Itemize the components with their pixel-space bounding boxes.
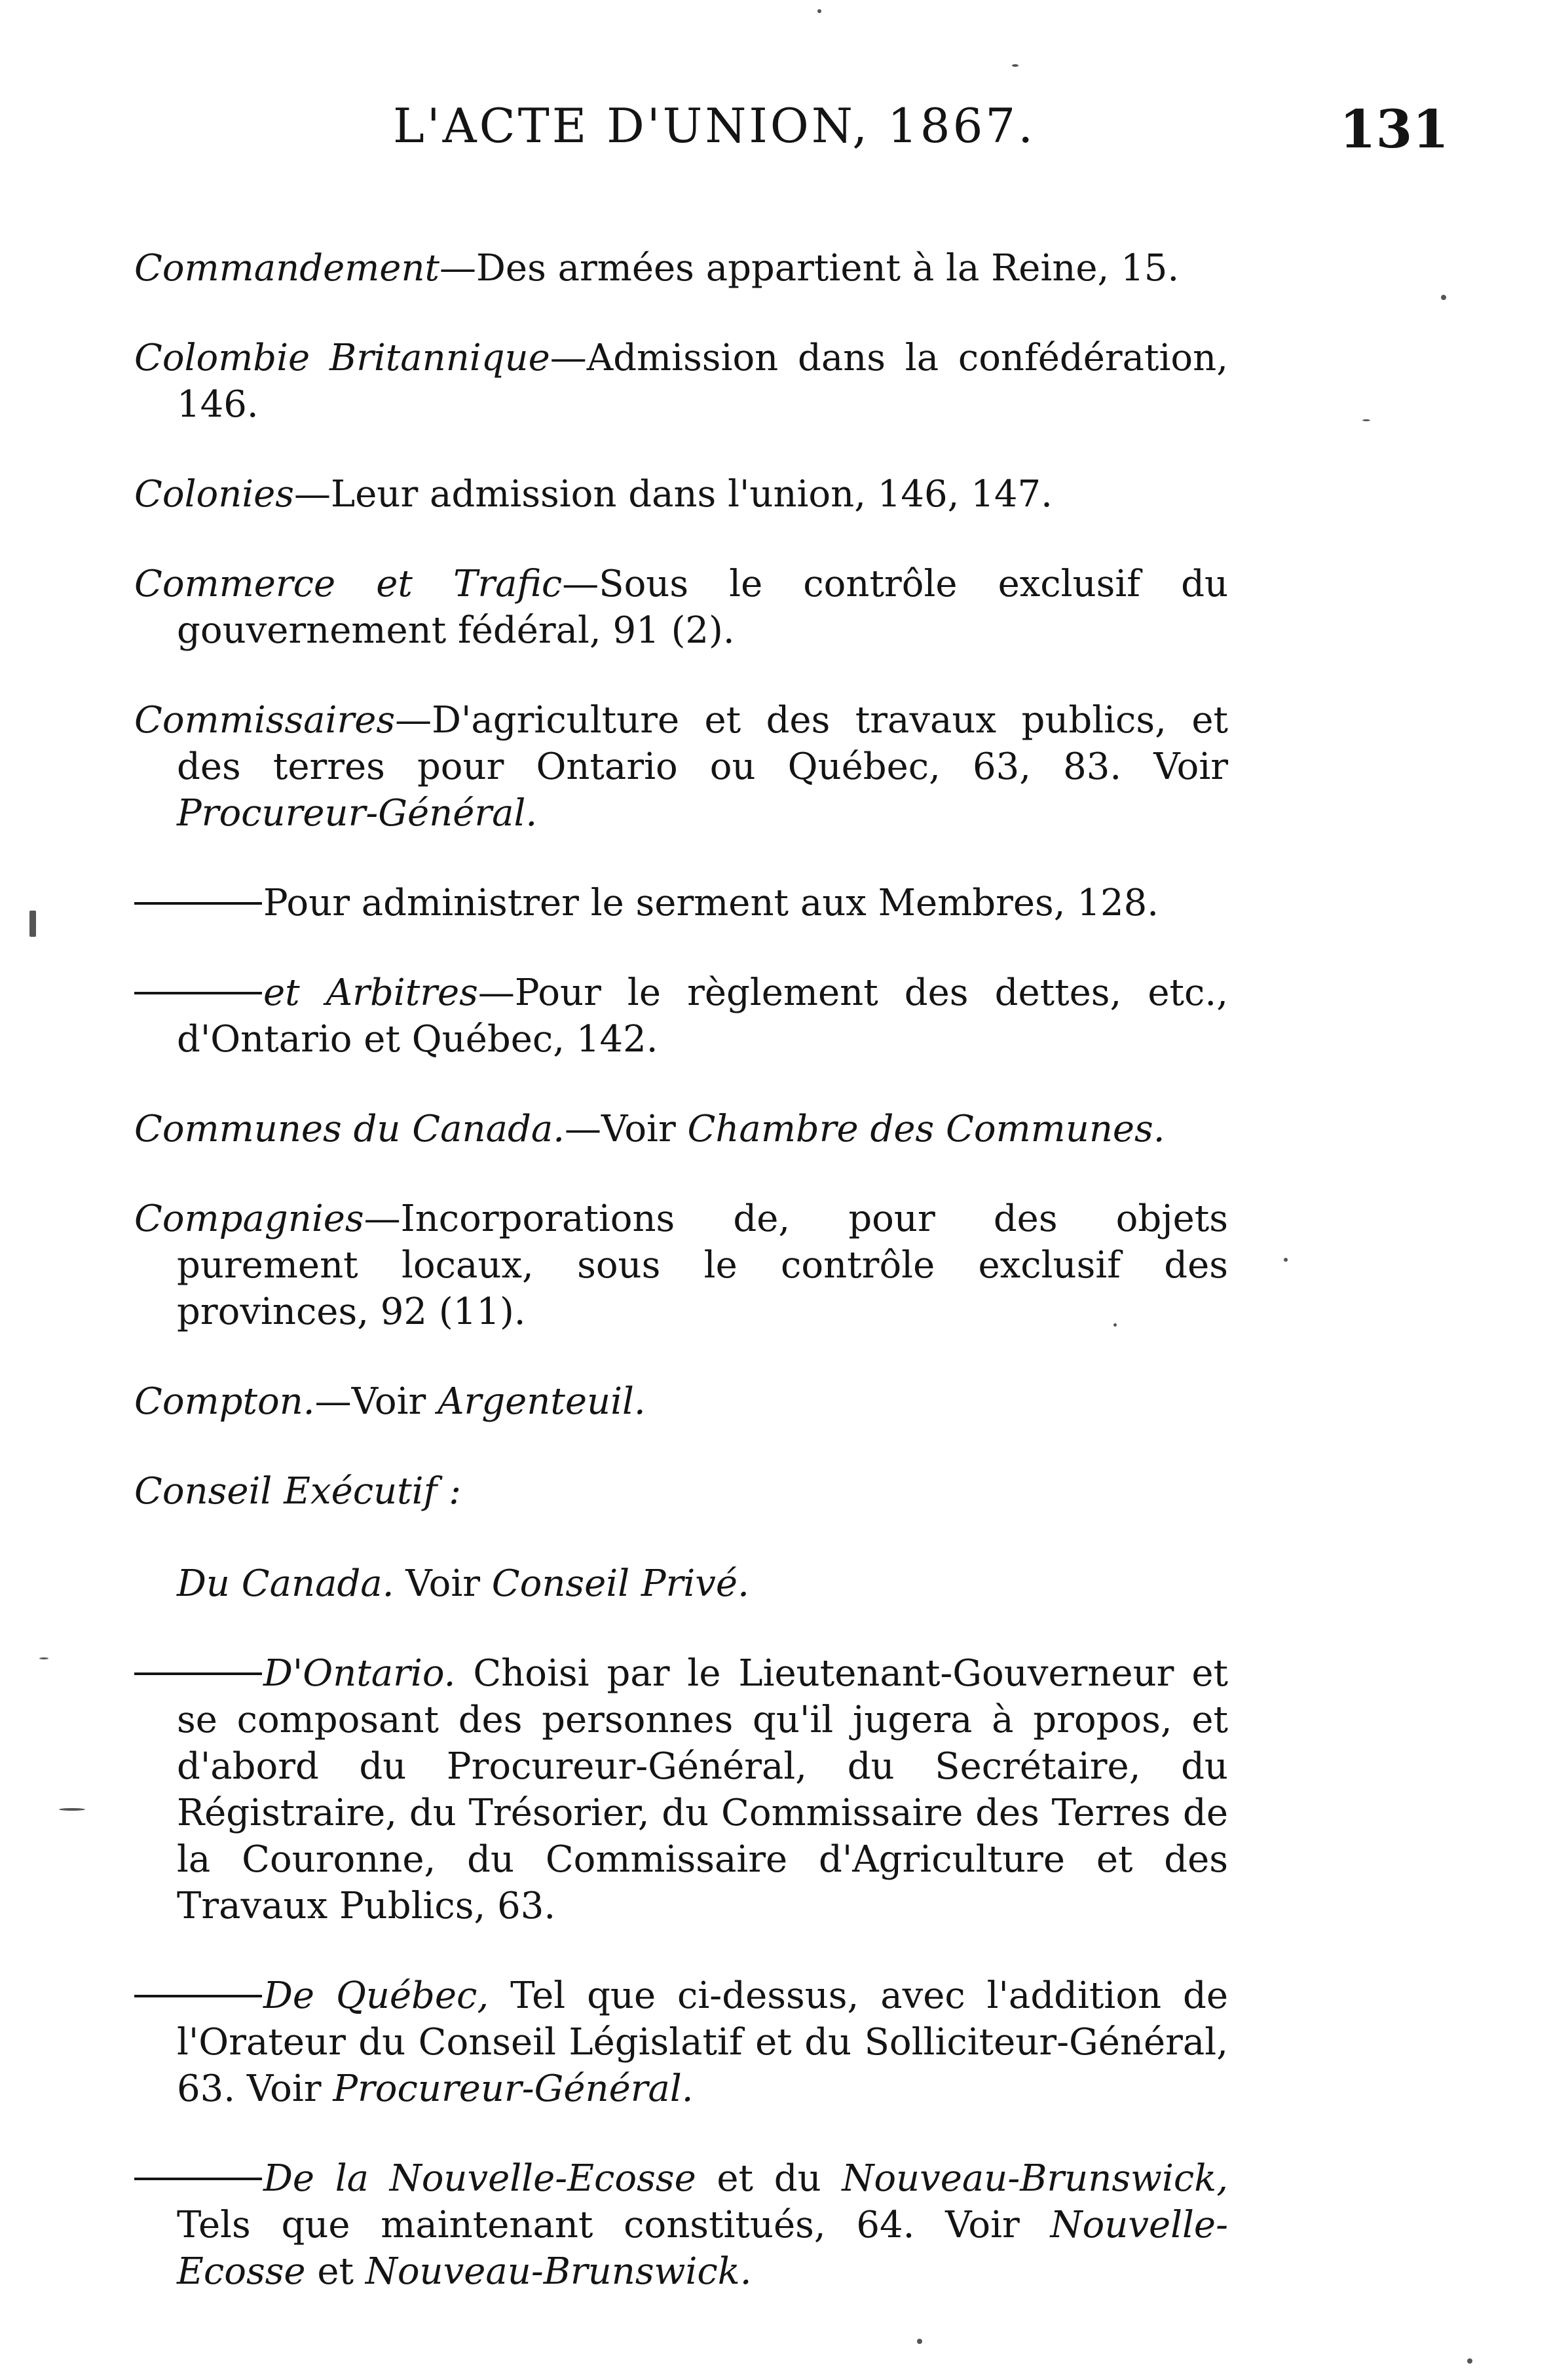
page-number: 131 xyxy=(1339,98,1449,160)
index-subentry xyxy=(134,970,1228,1063)
scan-speck xyxy=(29,911,36,937)
scan-speck xyxy=(1012,64,1018,67)
entry-text: Pour administrer le serment aux Membres, 128. xyxy=(263,882,1159,924)
index-entry-heading xyxy=(134,1468,1228,1515)
index-entry xyxy=(134,1378,1228,1425)
entry-term: et Arbitres xyxy=(263,972,478,1014)
index-subentry xyxy=(134,2155,1228,2295)
index-subentry xyxy=(134,1650,1228,1929)
entry-separator: — xyxy=(294,473,331,516)
index-subentry xyxy=(134,1560,1228,1607)
ditto-rule xyxy=(134,902,262,905)
scan-speck xyxy=(1113,1323,1117,1327)
index-entry xyxy=(134,561,1228,654)
entry-separator: — xyxy=(565,1108,602,1150)
index-entry xyxy=(134,335,1228,428)
scan-speck xyxy=(917,2339,922,2344)
entry-term: Communes du Canada. xyxy=(134,1108,565,1150)
scan-speck xyxy=(1284,1258,1288,1262)
entry-cross-reference: Chambre des Communes. xyxy=(687,1108,1165,1150)
scan-speck xyxy=(1467,2358,1472,2364)
entry-term: Commissaires xyxy=(134,699,396,742)
entry-text: Sous le contrôle exclusif du gouvernement fédéral, 91 (2). xyxy=(177,563,1229,652)
entry-text: Admission dans la confédération, 146. xyxy=(177,337,1228,426)
entry-separator: — xyxy=(562,563,599,605)
entry-cross-reference: Procureur-Général. xyxy=(177,792,538,835)
entry-term: Compagnies xyxy=(134,1198,364,1240)
scan-speck xyxy=(1362,419,1370,421)
entry-term: Colonies xyxy=(134,473,295,516)
index-entry xyxy=(134,697,1228,837)
entry-text: Pour le règlement des dettes, etc., d'Ontario et Québec, 142. xyxy=(177,972,1228,1061)
ditto-rule xyxy=(134,1995,262,1997)
entry-text: Leur admission dans l'union, 146, 147. xyxy=(331,473,1053,516)
entry-text: Choisi par le Lieutenant-Gouverneur et se composant des personnes qu'il jugera à propos, et d'abord du Procureur-Général, du Secrétaire, du Régistraire, du Trésorier, du Commissaire des Terres de la Couronne, du Commissaire d'Agriculture et des Travaux Publics, 63. xyxy=(177,1652,1228,1927)
index-entry xyxy=(134,1106,1228,1152)
entry-text: Tel que ci-dessus, avec l'addition de l'Orateur du Conseil Législatif et du Solliciteur-Général, 63. Voir xyxy=(177,1974,1229,2110)
entry-separator: — xyxy=(364,1198,401,1240)
index-entry xyxy=(134,245,1228,292)
entry-cross-reference: Nouveau-Brunswick. xyxy=(365,2250,752,2293)
entry-term: De la Nouvelle-Ecosse xyxy=(263,2157,696,2200)
entry-term: De Québec, xyxy=(263,1974,489,2017)
index-entries xyxy=(134,208,1228,2338)
running-title: L'ACTE D'UNION, 1867. xyxy=(393,98,1036,153)
index-entry xyxy=(134,1196,1228,1335)
entry-term: D'Ontario. xyxy=(263,1652,456,1695)
entry-separator: — xyxy=(550,337,587,379)
entry-text: Voir xyxy=(394,1562,492,1605)
entry-separator: — xyxy=(314,1380,352,1423)
scan-speck xyxy=(1441,295,1446,300)
entry-text: et du xyxy=(696,2157,842,2200)
scan-speck xyxy=(39,1657,48,1659)
entry-text: et xyxy=(305,2250,365,2293)
entry-term: Commandement xyxy=(134,247,440,290)
entry-separator: — xyxy=(439,247,477,290)
entry-text: Incorporations de, pour des objets purement locaux, sous le contrôle exclusif des provinces, 92 (11). xyxy=(177,1198,1228,1333)
entry-separator: — xyxy=(395,699,432,742)
entry-term: Compton. xyxy=(134,1380,315,1423)
entry-cross-reference: Nouvelle-Ecosse xyxy=(177,2204,1228,2293)
entry-term: Nouveau-Brunswick, xyxy=(842,2157,1228,2200)
index-entry xyxy=(134,471,1228,518)
entry-text: Voir xyxy=(601,1108,688,1150)
scan-speck xyxy=(59,1808,85,1811)
entry-text: Voir xyxy=(351,1380,438,1423)
entry-cross-reference: Argenteuil. xyxy=(438,1380,646,1423)
ditto-rule xyxy=(134,1672,262,1675)
entry-text: Des armées appartient à la Reine, 15. xyxy=(476,247,1180,290)
entry-term: Colombie Britannique xyxy=(134,337,550,379)
entry-text: Tels que maintenant constitués, 64. Voir xyxy=(177,2204,1051,2246)
ditto-rule xyxy=(134,2178,262,2180)
entry-separator: — xyxy=(477,972,515,1014)
entry-cross-reference: Conseil Privé. xyxy=(491,1562,749,1605)
entry-term: Commerce et Trafic xyxy=(134,563,563,605)
entry-term: Du Canada. xyxy=(177,1562,394,1605)
entry-cross-reference: Procureur-Général. xyxy=(333,2068,694,2110)
running-head xyxy=(0,98,1551,164)
index-subentry xyxy=(134,880,1228,926)
ditto-rule xyxy=(134,992,262,994)
index-subentry xyxy=(134,1973,1228,2112)
entry-text: D'agriculture et des travaux publics, et des terres pour Ontario ou Québec, 63, 83. Voir xyxy=(177,699,1228,788)
scan-speck xyxy=(817,9,821,13)
entry-term: Conseil Exécutif : xyxy=(134,1470,461,1513)
